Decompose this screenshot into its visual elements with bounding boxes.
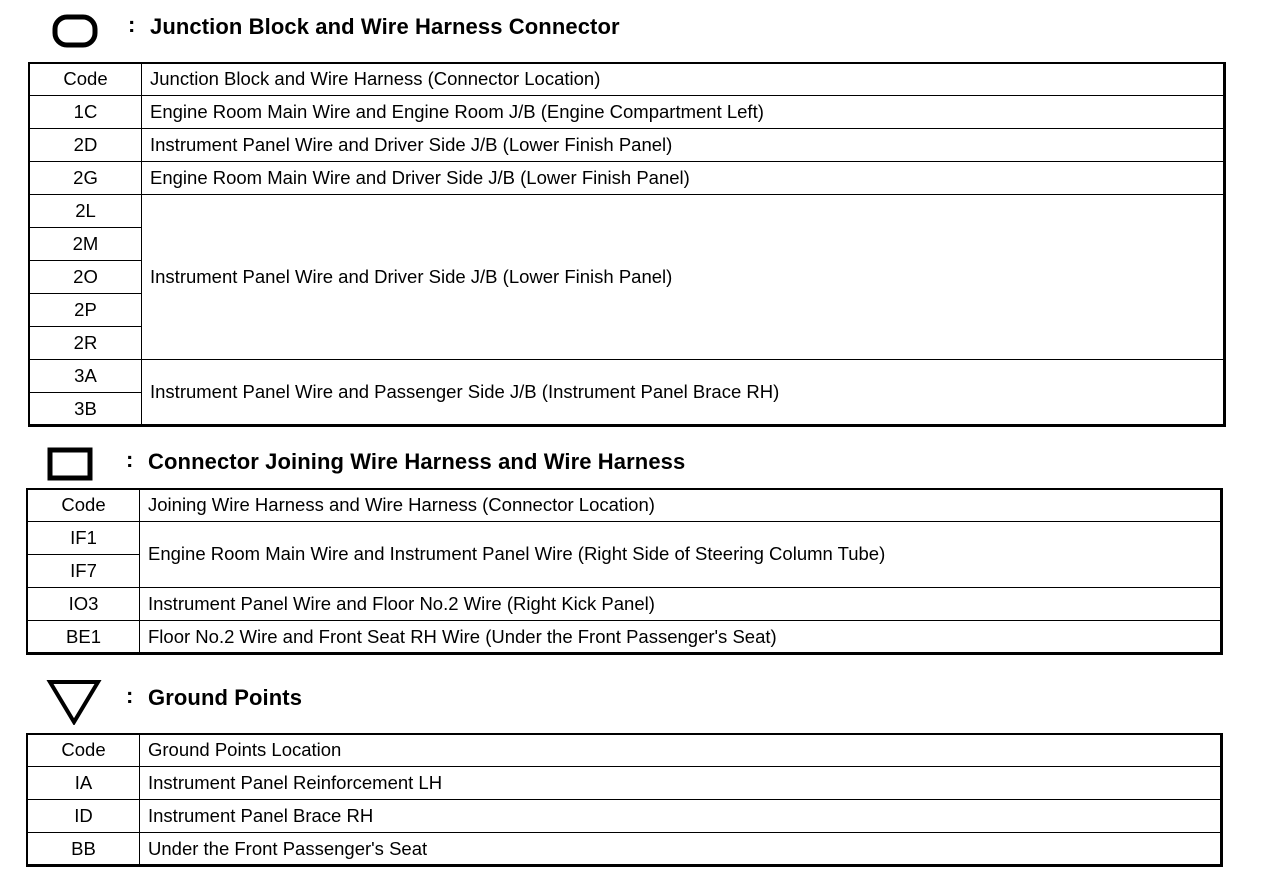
location-column-header: Joining Wire Harness and Wire Harness (Connector Location) xyxy=(140,489,1223,522)
section-title: Junction Block and Wire Harness Connector xyxy=(150,14,620,39)
location-cell: Instrument Panel Wire and Floor No.2 Wire (Right Kick Panel) xyxy=(140,588,1223,621)
code-column-header: Code xyxy=(28,734,140,767)
location-column-header: Ground Points Location xyxy=(140,734,1223,767)
triangle-down-icon xyxy=(46,679,102,725)
code-cell: IA xyxy=(28,767,140,800)
location-cell: Engine Room Main Wire and Engine Room J/B (Engine Compartment Left) xyxy=(142,96,1226,129)
location-cell: Floor No.2 Wire and Front Seat RH Wire (Under the Front Passenger's Seat) xyxy=(140,621,1223,654)
location-cell: Under the Front Passenger's Seat xyxy=(140,833,1223,866)
table-row xyxy=(28,833,1223,866)
code-cell: 3A xyxy=(30,360,142,393)
table-row xyxy=(28,767,1223,800)
code-cell: 3B xyxy=(30,393,142,426)
table-header-row xyxy=(28,489,1223,522)
code-cell: IF7 xyxy=(28,555,140,588)
section-connector-header xyxy=(0,443,1264,479)
code-cell: BE1 xyxy=(28,621,140,654)
section-ground-points-header xyxy=(0,679,1264,715)
section-title: Connector Joining Wire Harness and Wire Harness xyxy=(148,449,686,474)
table-row xyxy=(28,588,1223,621)
table-row xyxy=(28,522,1223,555)
code-cell: IF1 xyxy=(28,522,140,555)
location-cell: Instrument Panel Wire and Driver Side J/B (Lower Finish Panel) xyxy=(142,129,1226,162)
ground-points-table xyxy=(27,733,1223,866)
section-colon: : xyxy=(126,447,134,472)
code-cell: 2L xyxy=(30,195,142,228)
table-row xyxy=(30,195,1226,228)
table-row xyxy=(30,162,1226,195)
table-header-row xyxy=(28,734,1223,767)
rounded-rectangle-icon xyxy=(52,14,98,48)
location-cell: Engine Room Main Wire and Instrument Panel Wire (Right Side of Steering Column Tube) xyxy=(140,522,1223,588)
table-header-row xyxy=(30,63,1226,96)
section-junction-block-header xyxy=(0,8,1264,44)
rectangle-icon xyxy=(47,447,93,481)
connector-table xyxy=(27,488,1223,654)
code-cell: ID xyxy=(28,800,140,833)
code-cell: 2M xyxy=(30,228,142,261)
code-column-header: Code xyxy=(28,489,140,522)
table-row xyxy=(30,360,1226,393)
junction-block-table xyxy=(29,62,1226,426)
code-cell: 2O xyxy=(30,261,142,294)
section-title: Ground Points xyxy=(148,685,303,710)
code-cell: IO3 xyxy=(28,588,140,621)
code-cell: 2D xyxy=(30,129,142,162)
table-row xyxy=(30,129,1226,162)
location-cell: Instrument Panel Wire and Passenger Side J/B (Instrument Panel Brace RH) xyxy=(142,360,1226,426)
section-colon: : xyxy=(128,12,136,37)
code-column-header: Code xyxy=(30,63,142,96)
code-cell: 2G xyxy=(30,162,142,195)
table-row xyxy=(28,800,1223,833)
location-cell: Instrument Panel Brace RH xyxy=(140,800,1223,833)
code-cell: 2R xyxy=(30,327,142,360)
table-row xyxy=(28,621,1223,654)
location-cell: Engine Room Main Wire and Driver Side J/B (Lower Finish Panel) xyxy=(142,162,1226,195)
code-cell: 1C xyxy=(30,96,142,129)
location-column-header: Junction Block and Wire Harness (Connector Location) xyxy=(142,63,1226,96)
table-row xyxy=(30,96,1226,129)
location-cell: Instrument Panel Reinforcement LH xyxy=(140,767,1223,800)
section-colon: : xyxy=(126,683,134,708)
location-cell: Instrument Panel Wire and Driver Side J/B (Lower Finish Panel) xyxy=(142,195,1226,360)
code-cell: BB xyxy=(28,833,140,866)
code-cell: 2P xyxy=(30,294,142,327)
